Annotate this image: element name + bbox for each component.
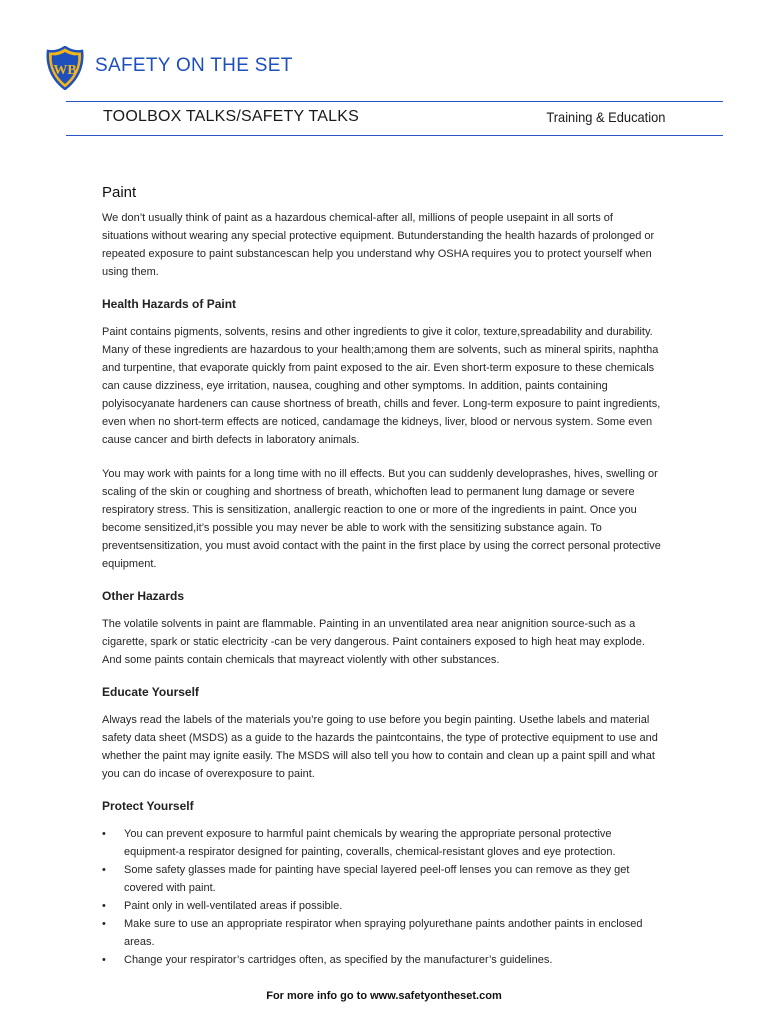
header-rule-bottom — [66, 135, 723, 136]
other-hazards-paragraph: The volatile solvents in paint are flammable. Painting in an unventilated area near anignition source-such as a cigarette, spark or static electricity -can be very dangerous. Paint containers exposed to high heat may explode. And some paints contain chemicals that mayreact violently with other substances. — [102, 618, 645, 666]
health-paragraph-2: You may work with paints for a long time with no ill effects. But you can suddenly developrashes, hives, swelling or scaling of the skin or coughing and shortness of breath, whichoften lead to permanent lung damage or severe respiratory stress. This is sensitization, anallergic reaction to one or more of the ingredients in paint. Once you become sensitized,it’s possible you may never be able to work with the sensitizing substance again. To preventsensitization, you must avoid contact with the paint in the first place by using the correct personal protective equipment. — [102, 468, 661, 570]
intro-paragraph: We don’t usually think of paint as a hazardous chemical-after all, millions of people usepaint in all sorts of situations without wearing any special protective equipment. Butunderstanding the health hazards of prolonged or repeated exposure to paint substancescan help you understand why OSHA requires you to protect yourself when using them. — [102, 212, 655, 278]
header-rule-top — [66, 101, 723, 102]
logo-wordmark: WB — [53, 63, 77, 78]
other-hazards-heading: Other Hazards — [102, 589, 185, 603]
brand-title: SAFETY ON THE SET — [95, 55, 293, 76]
protect-yourself-list — [102, 825, 662, 969]
protect-yourself-heading: Protect Yourself — [102, 799, 194, 813]
footer-link-text: For more info go to www.safetyontheset.com — [266, 990, 502, 1002]
document-body — [102, 184, 662, 969]
educate-yourself-paragraph: Always read the labels of the materials you’re going to use before you begin painting. Usethe labels and material safety data sheet (MSDS) as a guide to the hazards the paintcontains, the type of protective equipment to use and whether the paint may ignite easily. The MSDS will also tell you how to contain and clean up a paint spill and what you can do incase of overexposure to paint. — [102, 714, 658, 780]
health-paragraph-1: Paint contains pigments, solvents, resins and other ingredients to give it color, texture,spreadability and durability. Many of these ingredients are hazardous to your health;among them are solvents, such as mineral spirits, naphtha and turpentine, that evaporate quickly from paint exposed to the air. Even short-term exposure to these chemicals can cause dizziness, eye irritation, nausea, coughing and other symptoms. In addition, paints containing polyisocyanate hardeners can cause shortness of breath, chills and fever. Long-term exposure to paint ingredients, even when no short-term effects are noticed, candamage the kidneys, liver, blood or nervous system. Some even cause cancer and birth defects in laboratory animals. — [102, 326, 661, 446]
document-title: Paint — [102, 184, 137, 201]
list-item: • Paint only in well-ventilated areas if possible. — [102, 897, 662, 915]
list-item: • Some safety glasses made for painting have special layered peel-off lenses you can remove as they get covered with paint. — [102, 861, 662, 897]
health-hazards-heading: Health Hazards of Paint — [102, 297, 237, 311]
list-item: • Make sure to use an appropriate respirator when spraying polyurethane paints andother paints in enclosed areas. — [102, 915, 662, 951]
list-item: • You can prevent exposure to harmful paint chemicals by wearing the appropriate personal protective equipment-a respirator designed for painting, coveralls, chemical-resistant gloves and eye protection. — [102, 825, 662, 861]
list-item: • Change your respirator’s cartridges often, as specified by the manufacturer’s guidelines. — [102, 951, 662, 969]
header-category: TOOLBOX TALKS/SAFETY TALKS — [103, 108, 359, 125]
header-section: Training & Education — [545, 109, 665, 125]
wb-shield-logo — [45, 46, 85, 90]
educate-yourself-heading: Educate Yourself — [102, 685, 199, 699]
